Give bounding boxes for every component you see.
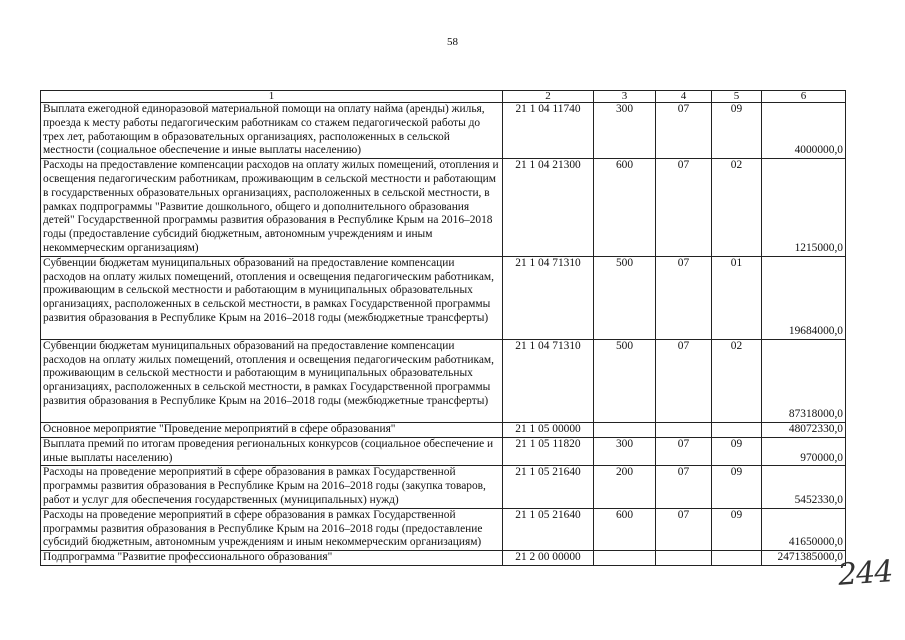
row-description: Расходы на проведение мероприятий в сфере образования в рамках Государственной программы развития образования в Республике Крым на 2016–2018 годы (предоставление субсидий бюджетным, автономным учреждениям и иным некоммерческим организациям)	[41, 508, 503, 550]
table-row	[41, 437, 846, 466]
row-description: Выплата премий по итогам проведения региональных конкурсов (социальное обеспечение и иные выплаты населению)	[41, 437, 503, 466]
row-section: 07	[656, 256, 712, 339]
col-header-6: 6	[762, 91, 846, 103]
row-amount: 5452330,0	[762, 466, 846, 508]
row-section	[656, 551, 712, 566]
row-amount: 2471385000,0	[762, 551, 846, 566]
row-description: Субвенции бюджетам муниципальных образований на предоставление компенсации расходов на оплату жилых помещений, отопления и освещения педагогическим работникам, проживающим в сельской местности и работающим в муниципальных образовательных организациях, расположенных в сельской местности, в рамках Государственной программы развития образования в Республике Крым на 2016–2018 годы (межбюджетные трансферты)	[41, 339, 503, 422]
row-section: 07	[656, 103, 712, 159]
col-header-3: 3	[594, 91, 656, 103]
row-amount: 19684000,0	[762, 256, 846, 339]
row-subsection: 09	[712, 103, 762, 159]
row-section	[656, 422, 712, 437]
col-header-2: 2	[503, 91, 594, 103]
row-amount: 1215000,0	[762, 159, 846, 257]
col-header-5: 5	[712, 91, 762, 103]
row-subsection: 02	[712, 159, 762, 257]
row-expense-type: 300	[594, 437, 656, 466]
table-row	[41, 339, 846, 422]
row-description: Расходы на проведение мероприятий в сфере образования в рамках Государственной программы развития образования в Республике Крым на 2016–2018 годы (закупка товаров, работ и услуг для обеспечения государственных (муниципальных) нужд)	[41, 466, 503, 508]
row-expense-type: 600	[594, 508, 656, 550]
row-section: 07	[656, 508, 712, 550]
handwritten-page-mark: 244	[836, 554, 894, 593]
row-target-article: 21 1 05 21640	[503, 508, 594, 550]
row-description: Субвенции бюджетам муниципальных образований на предоставление компенсации расходов на оплату жилых помещений, отопления и освещения педагогическим работникам, проживающим в сельской местности и работающим в муниципальных образовательных организациях, расположенных в сельской местности, в рамках Государственной программы развития образования в Республике Крым на 2016–2018 годы (межбюджетные трансферты)	[41, 256, 503, 339]
row-section: 07	[656, 159, 712, 257]
row-target-article: 21 1 05 11820	[503, 437, 594, 466]
row-target-article: 21 1 04 11740	[503, 103, 594, 159]
table-row	[41, 422, 846, 437]
row-description: Расходы на предоставление компенсации расходов на оплату жилых помещений, отопления и освещения педагогическим работникам, проживающим в сельской местности и работающим в государственных образовательных организациях, расположенных в сельской местности, в рамках подпрограммы "Развитие дошкольного, общего и дополнительного образования детей" Государственной программы развития образования в Республике Крым на 2016–2018 годы (предоставление субсидий бюджетным, автономным учреждениям и иным некоммерческим организациям)	[41, 159, 503, 257]
row-subsection: 01	[712, 256, 762, 339]
row-expense-type: 200	[594, 466, 656, 508]
row-amount: 87318000,0	[762, 339, 846, 422]
row-expense-type: 500	[594, 256, 656, 339]
row-section: 07	[656, 339, 712, 422]
table-row	[41, 466, 846, 508]
row-expense-type	[594, 422, 656, 437]
row-target-article: 21 1 04 21300	[503, 159, 594, 257]
row-expense-type: 500	[594, 339, 656, 422]
table-row	[41, 551, 846, 566]
budget-table	[40, 90, 846, 566]
table-row	[41, 256, 846, 339]
row-section: 07	[656, 437, 712, 466]
row-amount: 4000000,0	[762, 103, 846, 159]
row-amount: 48072330,0	[762, 422, 846, 437]
row-description: Основное мероприятие "Проведение мероприятий в сфере образования"	[41, 422, 503, 437]
row-description: Выплата ежегодной единоразовой материальной помощи на оплату найма (аренды) жилья, проезда к месту работы педагогическим работникам со стажем педагогической работы до трех лет, работающим в образовательных организациях, расположенных в сельской местности (социальное обеспечение и иные выплаты населению)	[41, 103, 503, 159]
table-row	[41, 159, 846, 257]
row-amount: 970000,0	[762, 437, 846, 466]
col-header-1: 1	[41, 91, 503, 103]
row-target-article: 21 2 00 00000	[503, 551, 594, 566]
row-target-article: 21 1 04 71310	[503, 256, 594, 339]
table-row	[41, 508, 846, 550]
row-subsection	[712, 422, 762, 437]
header-row	[41, 91, 846, 103]
page-number: 58	[447, 36, 458, 48]
row-section: 07	[656, 466, 712, 508]
row-description: Подпрограмма "Развитие профессионального образования"	[41, 551, 503, 566]
row-expense-type	[594, 551, 656, 566]
row-subsection: 09	[712, 437, 762, 466]
row-expense-type: 600	[594, 159, 656, 257]
col-header-4: 4	[656, 91, 712, 103]
row-amount: 41650000,0	[762, 508, 846, 550]
row-subsection	[712, 551, 762, 566]
table-row	[41, 103, 846, 159]
row-target-article: 21 1 05 00000	[503, 422, 594, 437]
row-expense-type: 300	[594, 103, 656, 159]
row-subsection: 09	[712, 466, 762, 508]
row-target-article: 21 1 04 71310	[503, 339, 594, 422]
row-subsection: 02	[712, 339, 762, 422]
row-subsection: 09	[712, 508, 762, 550]
row-target-article: 21 1 05 21640	[503, 466, 594, 508]
